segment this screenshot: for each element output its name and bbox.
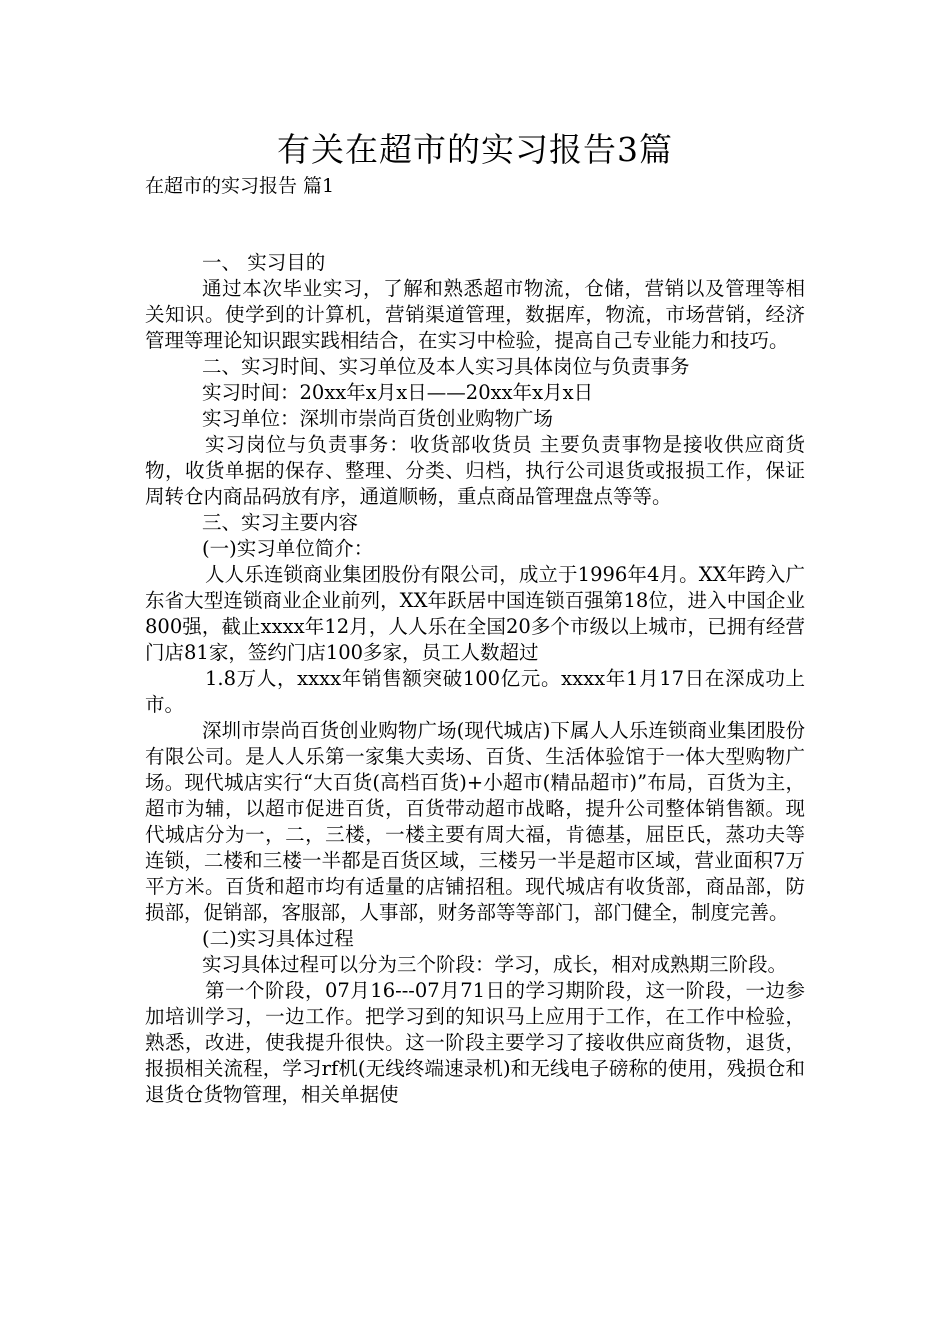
paragraph-company-intro-cont: 1.8万人，xxxx年销售额突破100亿元。xxxx年1月17日在深成功上市。 (145, 667, 805, 716)
section-heading-content: 三、实习主要内容 (202, 511, 359, 534)
paragraph-process: 实习具体过程可以分为三个阶段：学习，成长，相对成熟期三阶段。 (202, 953, 788, 976)
document-body (145, 250, 805, 1108)
paragraph-unit: 实习单位：深圳市崇尚百货创业购物广场 (202, 407, 554, 430)
paragraph-purpose: 通过本次毕业实习，了解和熟悉超市物流，仓储，营销以及管理等相关知识。使学到的计算机，营销渠道管理，数据库，物流，市场营销，经济管理等理论知识跟实践相结合，在实习中检验，提高自己专业能力和技巧。 (145, 277, 805, 352)
document-subtitle: 在超市的实习报告 篇1 (145, 175, 335, 197)
paragraph-stage-one: 第一个阶段，07月16---07月71日的学习期阶段，这一阶段，一边参加培训学习，一边工作。把学习到的知识马上应用于工作，在工作中检验，熟悉，改进，使我提升很快。这一阶段主要学习了接收供应商货物，退货，报损相关流程，学习rf机(无线终端速录机)和无线电子磅称的使用，残损仓和退货仓货物管理，相关单据使 (145, 979, 805, 1106)
section-heading-purpose: 一、 实习目的 (202, 251, 326, 274)
subheading-process: (二)实习具体过程 (202, 927, 354, 950)
subheading-company-intro: (一)实习单位简介： (202, 537, 374, 560)
document-title: 有关在超市的实习报告3篇 (277, 130, 673, 169)
paragraph-time: 实习时间：20xx年x月x日——20xx年x月x日 (202, 381, 594, 404)
paragraph-company-intro: 人人乐连锁商业集团股份有限公司，成立于1996年4月。XX年跨入广东省大型连锁商业企业前列，XX年跃居中国连锁百强第18位，进入中国企业800强，截止xxxx年12月，人人乐在全国20多个市级以上城市，已拥有经营门店81家，签约门店100多家，员工人数超过 (145, 563, 805, 664)
section-heading-time-unit: 二、实习时间、实习单位及本人实习具体岗位与负责事务 (202, 355, 690, 378)
paragraph-position: 实习岗位与负责事务：收货部收货员 主要负责事物是接收供应商货物，收货单据的保存、整理、分类、归档，执行公司退货或报损工作，保证周转仓内商品码放有序，通道顺畅，重点商品管理盘点等等。 (145, 433, 805, 508)
paragraph-store-intro: 深圳市崇尚百货创业购物广场(现代城店)下属人人乐连锁商业集团股份有限公司。是人人乐第一家集大卖场、百货、生活体验馆于一体大型购物广场。现代城店实行“大百货(高档百货)+小超市(精品超市)”布局，百货为主，超市为辅，以超市促进百货，百货带动超市战略，提升公司整体销售额。现代城店分为一，二，三楼，一楼主要有周大福，肯德基，屈臣氏，蒸功夫等连锁，二楼和三楼一半都是百货区域，三楼另一半是超市区域，营业面积7万平方米。百货和超市均有适量的店铺招租。现代城店有收货部，商品部，防损部，促销部，客服部，人事部，财务部等等部门，部门健全，制度完善。 (145, 719, 805, 924)
